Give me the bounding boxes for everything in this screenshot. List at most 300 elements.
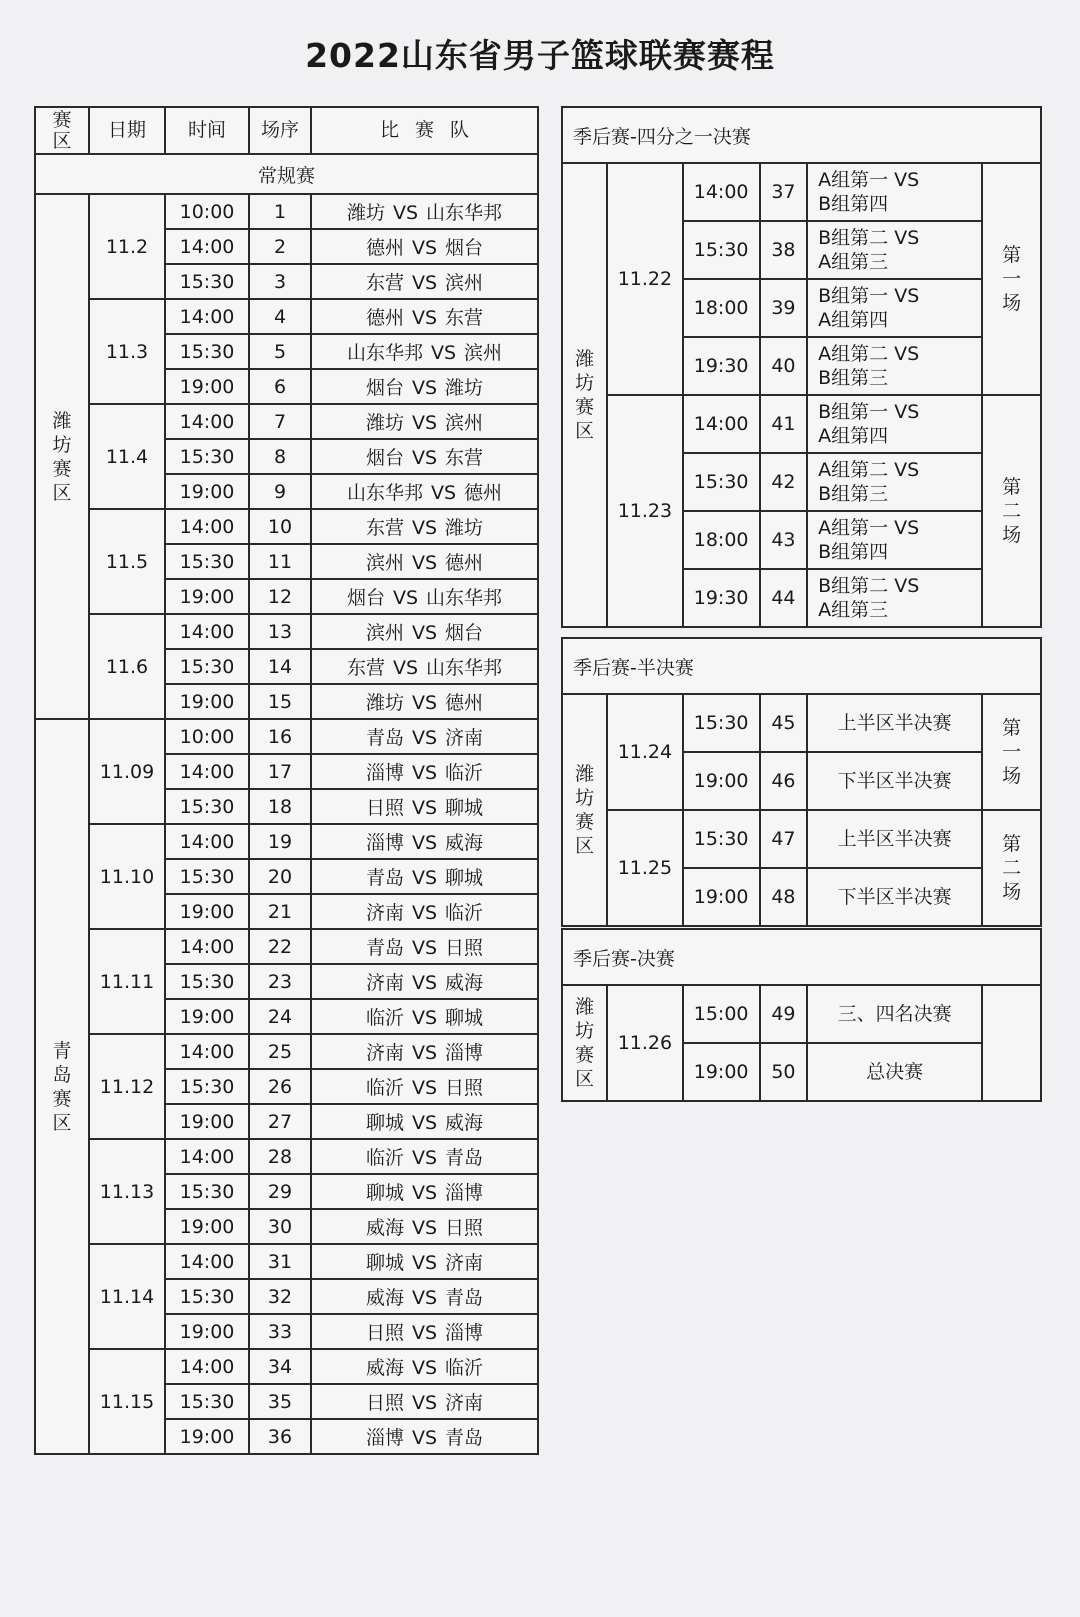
table-row bbox=[35, 299, 538, 334]
home-team: 聊城 bbox=[365, 1252, 404, 1274]
home-team: 滨州 bbox=[365, 552, 404, 574]
home-team: 青岛 bbox=[365, 867, 404, 889]
matchup-cell bbox=[311, 1384, 538, 1419]
stage-title-row bbox=[562, 107, 1041, 163]
game-number-cell: 6 bbox=[249, 369, 311, 404]
away-team: 聊城 bbox=[445, 1007, 484, 1029]
time-cell: 15:30 bbox=[165, 264, 249, 299]
home-team: 日照 bbox=[365, 1392, 404, 1414]
time-cell: 19:00 bbox=[683, 752, 760, 810]
time-cell: 14:00 bbox=[165, 404, 249, 439]
matchup-cell bbox=[311, 754, 538, 789]
game-number-cell: 43 bbox=[760, 511, 807, 569]
matchup-cell bbox=[311, 369, 538, 404]
region-name: 潍坊赛区 bbox=[575, 763, 595, 857]
time-cell: 15:00 bbox=[683, 985, 760, 1043]
matchup-line-2: A组第四 bbox=[818, 309, 889, 331]
matchup-cell bbox=[311, 649, 538, 684]
away-team: 山东华邦 bbox=[426, 202, 503, 224]
vs-label: VS bbox=[411, 937, 438, 959]
time-cell: 14:00 bbox=[165, 929, 249, 964]
game-number-cell: 48 bbox=[760, 868, 807, 926]
matchup-cell bbox=[311, 1139, 538, 1174]
matchup-cell bbox=[311, 1034, 538, 1069]
matchup-cell bbox=[807, 810, 982, 868]
vs-label: VS bbox=[411, 832, 438, 854]
header-date: 日期 bbox=[89, 107, 165, 154]
away-team: 日照 bbox=[445, 1077, 484, 1099]
matchup-cell bbox=[807, 1043, 982, 1101]
game-number-cell: 42 bbox=[760, 453, 807, 511]
time-cell: 18:00 bbox=[683, 279, 760, 337]
quarterfinal-table bbox=[561, 106, 1042, 628]
matchup-line-1: A组第一 VS bbox=[818, 169, 920, 191]
table-row bbox=[35, 1034, 538, 1069]
table-row bbox=[562, 694, 1041, 752]
matchup-cell bbox=[311, 404, 538, 439]
home-team: 滨州 bbox=[365, 622, 404, 644]
matchup-line-1: 三、四名决赛 bbox=[837, 1003, 952, 1025]
matchup-cell bbox=[311, 614, 538, 649]
away-team: 烟台 bbox=[445, 237, 484, 259]
home-team: 青岛 bbox=[365, 937, 404, 959]
matchup-cell bbox=[311, 999, 538, 1034]
away-team: 临沂 bbox=[445, 762, 484, 784]
vs-label: VS bbox=[411, 1287, 438, 1309]
away-team: 德州 bbox=[445, 552, 484, 574]
game-number-cell: 49 bbox=[760, 985, 807, 1043]
matchup-line-1: 上半区半决赛 bbox=[837, 828, 952, 850]
matchup-cell bbox=[311, 1279, 538, 1314]
game-number-cell: 38 bbox=[760, 221, 807, 279]
region-name: 青岛赛区 bbox=[52, 1039, 72, 1134]
table-row bbox=[562, 395, 1041, 453]
region-name: 潍坊赛区 bbox=[575, 996, 595, 1090]
matchup-cell bbox=[807, 752, 982, 810]
away-team: 日照 bbox=[445, 937, 484, 959]
game-number-cell: 3 bbox=[249, 264, 311, 299]
matchup-line-1: A组第二 VS bbox=[818, 459, 920, 481]
matchup-cell bbox=[311, 194, 538, 229]
game-number-cell: 15 bbox=[249, 684, 311, 719]
game-number-cell: 1 bbox=[249, 194, 311, 229]
matchup-line-1: 下半区半决赛 bbox=[837, 770, 952, 792]
region-cell bbox=[35, 194, 89, 719]
table-row bbox=[35, 824, 538, 859]
date-cell: 11.22 bbox=[607, 163, 682, 395]
home-team: 山东华邦 bbox=[346, 482, 423, 504]
game-number-cell: 2 bbox=[249, 229, 311, 264]
matchup-cell bbox=[311, 789, 538, 824]
vs-label: VS bbox=[411, 447, 438, 469]
time-cell: 19:30 bbox=[683, 337, 760, 395]
away-team: 淄博 bbox=[445, 1322, 484, 1344]
time-cell: 19:30 bbox=[683, 569, 760, 627]
time-cell: 14:00 bbox=[165, 1349, 249, 1384]
vs-label: VS bbox=[392, 587, 419, 609]
vs-label: VS bbox=[411, 622, 438, 644]
vs-label: VS bbox=[411, 1357, 438, 1379]
time-cell: 15:30 bbox=[165, 544, 249, 579]
matchup-cell bbox=[311, 1174, 538, 1209]
date-cell: 11.23 bbox=[607, 395, 682, 627]
stage-title: 季后赛-决赛 bbox=[562, 929, 1041, 985]
round-label: 第一场 bbox=[1002, 717, 1022, 787]
final-table bbox=[561, 928, 1042, 1102]
round-cell bbox=[982, 694, 1041, 810]
game-number-cell: 47 bbox=[760, 810, 807, 868]
matchup-cell bbox=[807, 395, 982, 453]
matchup-cell bbox=[311, 439, 538, 474]
matchup-cell bbox=[807, 694, 982, 752]
vs-label: VS bbox=[411, 1322, 438, 1344]
time-cell: 15:30 bbox=[165, 334, 249, 369]
time-cell: 15:30 bbox=[165, 789, 249, 824]
game-number-cell: 37 bbox=[760, 163, 807, 221]
game-number-cell: 41 bbox=[760, 395, 807, 453]
table-row bbox=[35, 1349, 538, 1384]
time-cell: 19:00 bbox=[165, 894, 249, 929]
time-cell: 19:00 bbox=[165, 999, 249, 1034]
vs-label: VS bbox=[411, 727, 438, 749]
vs-label: VS bbox=[392, 202, 419, 224]
time-cell: 10:00 bbox=[165, 719, 249, 754]
time-cell: 14:00 bbox=[165, 509, 249, 544]
matchup-line-1: B组第二 VS bbox=[818, 227, 920, 249]
round-label: 第二场 bbox=[1002, 476, 1022, 546]
away-team: 淄博 bbox=[445, 1182, 484, 1204]
away-team: 聊城 bbox=[445, 867, 484, 889]
time-cell: 19:00 bbox=[165, 1419, 249, 1454]
matchup-line-2: A组第三 bbox=[818, 599, 889, 621]
time-cell: 19:00 bbox=[165, 1314, 249, 1349]
stage-title-row bbox=[562, 929, 1041, 985]
matchup-line-2: B组第三 bbox=[818, 367, 889, 389]
regular-season-table bbox=[34, 106, 539, 1455]
time-cell: 15:30 bbox=[165, 1279, 249, 1314]
matchup-cell bbox=[311, 1209, 538, 1244]
vs-label: VS bbox=[411, 1392, 438, 1414]
home-team: 山东华邦 bbox=[346, 342, 423, 364]
date-cell: 11.10 bbox=[89, 824, 165, 929]
game-number-cell: 17 bbox=[249, 754, 311, 789]
table-row bbox=[35, 1244, 538, 1279]
away-team: 青岛 bbox=[445, 1287, 484, 1309]
home-team: 烟台 bbox=[365, 377, 404, 399]
round-label: 第二场 bbox=[1002, 833, 1022, 903]
game-number-cell: 33 bbox=[249, 1314, 311, 1349]
date-cell: 11.6 bbox=[89, 614, 165, 719]
date-cell: 11.11 bbox=[89, 929, 165, 1034]
header-teams: 比 赛 队 bbox=[311, 107, 538, 154]
matchup-line-1: B组第二 VS bbox=[818, 575, 920, 597]
home-team: 威海 bbox=[365, 1287, 404, 1309]
matchup-cell bbox=[311, 824, 538, 859]
matchup-cell bbox=[311, 894, 538, 929]
matchup-line-2: B组第四 bbox=[818, 541, 889, 563]
vs-label: VS bbox=[411, 1042, 438, 1064]
section-row bbox=[35, 154, 538, 194]
matchup-cell bbox=[311, 299, 538, 334]
home-team: 临沂 bbox=[365, 1077, 404, 1099]
away-team: 东营 bbox=[445, 447, 484, 469]
time-cell: 15:30 bbox=[683, 694, 760, 752]
home-team: 潍坊 bbox=[365, 412, 404, 434]
vs-label: VS bbox=[411, 1427, 438, 1449]
away-team: 威海 bbox=[445, 832, 484, 854]
time-cell: 14:00 bbox=[165, 1034, 249, 1069]
date-cell: 11.09 bbox=[89, 719, 165, 824]
time-cell: 14:00 bbox=[683, 163, 760, 221]
vs-label: VS bbox=[411, 1182, 438, 1204]
away-team: 德州 bbox=[464, 482, 503, 504]
matchup-cell bbox=[311, 1419, 538, 1454]
semifinal-table bbox=[561, 637, 1042, 927]
time-cell: 19:00 bbox=[165, 684, 249, 719]
game-number-cell: 10 bbox=[249, 509, 311, 544]
matchup-cell bbox=[311, 1349, 538, 1384]
stage-title: 季后赛-半决赛 bbox=[562, 638, 1041, 694]
away-team: 滨州 bbox=[464, 342, 503, 364]
game-number-cell: 22 bbox=[249, 929, 311, 964]
game-number-cell: 5 bbox=[249, 334, 311, 369]
time-cell: 14:00 bbox=[165, 1244, 249, 1279]
away-team: 聊城 bbox=[445, 797, 484, 819]
home-team: 潍坊 bbox=[346, 202, 385, 224]
time-cell: 19:00 bbox=[683, 1043, 760, 1101]
matchup-cell bbox=[311, 509, 538, 544]
home-team: 日照 bbox=[365, 797, 404, 819]
time-cell: 10:00 bbox=[165, 194, 249, 229]
away-team: 日照 bbox=[445, 1217, 484, 1239]
matchup-line-2: A组第三 bbox=[818, 251, 889, 273]
vs-label: VS bbox=[411, 1007, 438, 1029]
date-cell: 11.12 bbox=[89, 1034, 165, 1139]
region-name: 潍坊赛区 bbox=[575, 348, 595, 442]
game-number-cell: 45 bbox=[760, 694, 807, 752]
vs-label: VS bbox=[411, 1112, 438, 1134]
stage-title: 季后赛-四分之一决赛 bbox=[562, 107, 1041, 163]
round-cell bbox=[982, 985, 1041, 1101]
away-team: 山东华邦 bbox=[426, 587, 503, 609]
round-cell bbox=[982, 395, 1041, 627]
home-team: 烟台 bbox=[365, 447, 404, 469]
header-region-text: 赛区 bbox=[52, 108, 72, 152]
matchup-cell bbox=[311, 1069, 538, 1104]
time-cell: 19:00 bbox=[165, 369, 249, 404]
table-row bbox=[35, 509, 538, 544]
time-cell: 19:00 bbox=[165, 474, 249, 509]
time-cell: 14:00 bbox=[683, 395, 760, 453]
time-cell: 14:00 bbox=[165, 754, 249, 789]
region-name: 潍坊赛区 bbox=[52, 409, 72, 504]
vs-label: VS bbox=[411, 307, 438, 329]
away-team: 滨州 bbox=[445, 272, 484, 294]
round-label: 第一场 bbox=[1002, 244, 1022, 314]
matchup-line-1: 总决赛 bbox=[866, 1061, 924, 1083]
matchup-line-1: A组第二 VS bbox=[818, 343, 920, 365]
game-number-cell: 24 bbox=[249, 999, 311, 1034]
game-number-cell: 21 bbox=[249, 894, 311, 929]
away-team: 济南 bbox=[445, 727, 484, 749]
away-team: 潍坊 bbox=[445, 377, 484, 399]
matchup-cell bbox=[311, 579, 538, 614]
game-number-cell: 28 bbox=[249, 1139, 311, 1174]
matchup-cell bbox=[311, 334, 538, 369]
time-cell: 15:30 bbox=[683, 810, 760, 868]
game-number-cell: 34 bbox=[249, 1349, 311, 1384]
matchup-line-2: B组第三 bbox=[818, 483, 889, 505]
time-cell: 19:00 bbox=[165, 1104, 249, 1139]
date-cell: 11.4 bbox=[89, 404, 165, 509]
matchup-cell bbox=[311, 929, 538, 964]
vs-label: VS bbox=[411, 237, 438, 259]
matchup-cell bbox=[311, 544, 538, 579]
home-team: 青岛 bbox=[365, 727, 404, 749]
date-cell: 11.15 bbox=[89, 1349, 165, 1454]
date-cell: 11.13 bbox=[89, 1139, 165, 1244]
matchup-line-1: B组第一 VS bbox=[818, 285, 920, 307]
time-cell: 14:00 bbox=[165, 614, 249, 649]
home-team: 东营 bbox=[365, 272, 404, 294]
time-cell: 14:00 bbox=[165, 299, 249, 334]
home-team: 聊城 bbox=[365, 1182, 404, 1204]
date-cell: 11.3 bbox=[89, 299, 165, 404]
home-team: 淄博 bbox=[365, 1427, 404, 1449]
vs-label: VS bbox=[411, 272, 438, 294]
time-cell: 14:00 bbox=[165, 1139, 249, 1174]
table-row bbox=[562, 163, 1041, 221]
game-number-cell: 30 bbox=[249, 1209, 311, 1244]
vs-label: VS bbox=[430, 482, 457, 504]
header-row bbox=[35, 107, 538, 154]
time-cell: 15:30 bbox=[165, 1384, 249, 1419]
table-row bbox=[562, 810, 1041, 868]
matchup-cell bbox=[807, 453, 982, 511]
away-team: 滨州 bbox=[445, 412, 484, 434]
time-cell: 15:30 bbox=[165, 1069, 249, 1104]
away-team: 烟台 bbox=[445, 622, 484, 644]
header-time: 时间 bbox=[165, 107, 249, 154]
matchup-cell bbox=[807, 569, 982, 627]
date-cell: 11.14 bbox=[89, 1244, 165, 1349]
time-cell: 15:30 bbox=[683, 453, 760, 511]
matchup-cell bbox=[807, 985, 982, 1043]
table-row bbox=[35, 614, 538, 649]
section-title: 常规赛 bbox=[35, 154, 538, 194]
home-team: 东营 bbox=[365, 517, 404, 539]
stage-title-row bbox=[562, 638, 1041, 694]
home-team: 临沂 bbox=[365, 1007, 404, 1029]
vs-label: VS bbox=[430, 342, 457, 364]
home-team: 聊城 bbox=[365, 1112, 404, 1134]
date-cell: 11.26 bbox=[607, 985, 682, 1101]
vs-label: VS bbox=[411, 412, 438, 434]
game-number-cell: 9 bbox=[249, 474, 311, 509]
game-number-cell: 26 bbox=[249, 1069, 311, 1104]
matchup-cell bbox=[311, 964, 538, 999]
home-team: 东营 bbox=[346, 657, 385, 679]
table-row bbox=[35, 929, 538, 964]
away-team: 青岛 bbox=[445, 1147, 484, 1169]
vs-label: VS bbox=[411, 1147, 438, 1169]
vs-label: VS bbox=[411, 1077, 438, 1099]
vs-label: VS bbox=[392, 657, 419, 679]
away-team: 临沂 bbox=[445, 902, 484, 924]
home-team: 德州 bbox=[365, 307, 404, 329]
page-title: 2022山东省男子篮球联赛赛程 bbox=[305, 36, 775, 75]
time-cell: 15:30 bbox=[165, 964, 249, 999]
away-team: 威海 bbox=[445, 1112, 484, 1134]
game-number-cell: 50 bbox=[760, 1043, 807, 1101]
game-number-cell: 29 bbox=[249, 1174, 311, 1209]
table-row bbox=[35, 1139, 538, 1174]
region-cell bbox=[562, 694, 607, 926]
game-number-cell: 46 bbox=[760, 752, 807, 810]
time-cell: 19:00 bbox=[683, 868, 760, 926]
vs-label: VS bbox=[411, 1252, 438, 1274]
table-row bbox=[35, 404, 538, 439]
matchup-cell bbox=[807, 337, 982, 395]
region-cell bbox=[562, 163, 607, 627]
home-team: 济南 bbox=[365, 972, 404, 994]
home-team: 日照 bbox=[365, 1322, 404, 1344]
game-number-cell: 35 bbox=[249, 1384, 311, 1419]
home-team: 潍坊 bbox=[365, 692, 404, 714]
date-cell: 11.25 bbox=[607, 810, 682, 926]
matchup-cell bbox=[311, 1314, 538, 1349]
time-cell: 14:00 bbox=[165, 824, 249, 859]
matchup-line-1: A组第一 VS bbox=[818, 517, 920, 539]
game-number-cell: 16 bbox=[249, 719, 311, 754]
game-number-cell: 12 bbox=[249, 579, 311, 614]
date-cell: 11.24 bbox=[607, 694, 682, 810]
home-team: 济南 bbox=[365, 902, 404, 924]
home-team: 威海 bbox=[365, 1217, 404, 1239]
time-cell: 18:00 bbox=[683, 511, 760, 569]
vs-label: VS bbox=[411, 902, 438, 924]
matchup-cell bbox=[311, 719, 538, 754]
game-number-cell: 7 bbox=[249, 404, 311, 439]
time-cell: 14:00 bbox=[165, 229, 249, 264]
vs-label: VS bbox=[411, 1217, 438, 1239]
time-cell: 15:30 bbox=[165, 859, 249, 894]
game-number-cell: 23 bbox=[249, 964, 311, 999]
home-team: 德州 bbox=[365, 237, 404, 259]
region-cell bbox=[35, 719, 89, 1454]
away-team: 东营 bbox=[445, 307, 484, 329]
region-cell bbox=[562, 985, 607, 1101]
home-team: 济南 bbox=[365, 1042, 404, 1064]
home-team: 烟台 bbox=[346, 587, 385, 609]
matchup-cell bbox=[311, 859, 538, 894]
time-cell: 15:30 bbox=[683, 221, 760, 279]
time-cell: 19:00 bbox=[165, 579, 249, 614]
matchup-line-1: 下半区半决赛 bbox=[837, 886, 952, 908]
game-number-cell: 13 bbox=[249, 614, 311, 649]
header-region bbox=[35, 107, 89, 154]
game-number-cell: 36 bbox=[249, 1419, 311, 1454]
away-team: 威海 bbox=[445, 972, 484, 994]
away-team: 青岛 bbox=[445, 1427, 484, 1449]
vs-label: VS bbox=[411, 692, 438, 714]
matchup-line-1: B组第一 VS bbox=[818, 401, 920, 423]
matchup-cell bbox=[311, 229, 538, 264]
home-team: 淄博 bbox=[365, 762, 404, 784]
game-number-cell: 44 bbox=[760, 569, 807, 627]
matchup-cell bbox=[807, 163, 982, 221]
date-cell: 11.5 bbox=[89, 509, 165, 614]
